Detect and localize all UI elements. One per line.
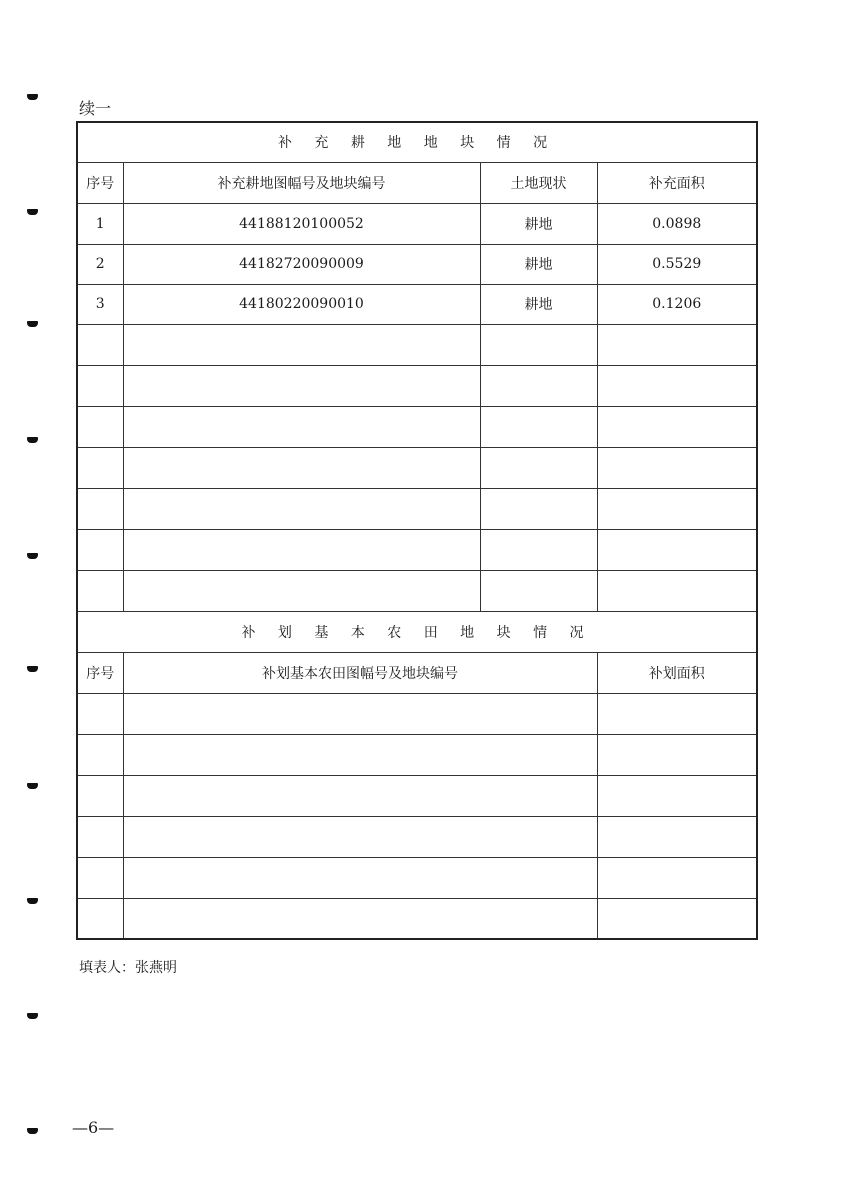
cell-parcel-id bbox=[123, 898, 597, 939]
table-row bbox=[77, 734, 757, 775]
table-row bbox=[77, 447, 757, 488]
cell-area bbox=[597, 734, 757, 775]
cell-parcel-id bbox=[123, 488, 480, 529]
header-land-status: 土地现状 bbox=[480, 162, 597, 203]
header-area: 补划面积 bbox=[597, 652, 757, 693]
cell-seq bbox=[77, 898, 123, 939]
cell-parcel-id: 44180220090010 bbox=[123, 284, 480, 324]
table-row bbox=[77, 324, 757, 365]
cell-seq bbox=[77, 775, 123, 816]
cell-seq bbox=[77, 693, 123, 734]
cell-parcel-id bbox=[123, 775, 597, 816]
cell-parcel-id bbox=[123, 365, 480, 406]
table-row bbox=[77, 284, 757, 324]
table-row bbox=[77, 488, 757, 529]
binder-hole-mark bbox=[27, 1128, 38, 1134]
cell-seq bbox=[77, 816, 123, 857]
binder-hole-mark bbox=[27, 666, 38, 672]
cell-area bbox=[597, 898, 757, 939]
cell-area bbox=[597, 775, 757, 816]
cell-land-status bbox=[480, 406, 597, 447]
cell-land-status bbox=[480, 365, 597, 406]
cell-parcel-id bbox=[123, 693, 597, 734]
cell-area bbox=[597, 693, 757, 734]
cell-area bbox=[597, 365, 757, 406]
table-row bbox=[77, 244, 757, 284]
cell-parcel-id bbox=[123, 857, 597, 898]
cell-parcel-id bbox=[123, 406, 480, 447]
cell-seq bbox=[77, 447, 123, 488]
header-parcel-id: 补划基本农田图幅号及地块编号 bbox=[123, 652, 597, 693]
cell-area bbox=[597, 324, 757, 365]
cell-land-status: 耕地 bbox=[480, 244, 597, 284]
cell-parcel-id bbox=[123, 734, 597, 775]
cell-parcel-id bbox=[123, 529, 480, 570]
cell-parcel-id bbox=[123, 570, 480, 611]
table-row bbox=[77, 898, 757, 939]
cell-parcel-id bbox=[123, 447, 480, 488]
cell-seq: 2 bbox=[77, 244, 123, 284]
cell-seq bbox=[77, 570, 123, 611]
cell-land-status: 耕地 bbox=[480, 203, 597, 244]
table-row bbox=[77, 857, 757, 898]
cell-area bbox=[597, 529, 757, 570]
cell-seq bbox=[77, 406, 123, 447]
cell-area bbox=[597, 406, 757, 447]
table-row bbox=[77, 365, 757, 406]
header-seq: 序号 bbox=[77, 652, 123, 693]
table-row bbox=[77, 570, 757, 611]
cell-area: 0.5529 bbox=[597, 244, 757, 284]
table-row bbox=[77, 816, 757, 857]
page-number: —6— bbox=[72, 1118, 115, 1137]
binder-hole-mark bbox=[27, 1013, 38, 1019]
table-row bbox=[77, 529, 757, 570]
table-row bbox=[77, 203, 757, 244]
parcel-table bbox=[76, 121, 758, 940]
cell-area bbox=[597, 447, 757, 488]
cell-area bbox=[597, 488, 757, 529]
basic-farmland-section-title-row bbox=[77, 611, 757, 652]
cell-parcel-id bbox=[123, 324, 480, 365]
cell-land-status bbox=[480, 529, 597, 570]
binder-hole-mark bbox=[27, 783, 38, 789]
table-row bbox=[77, 406, 757, 447]
header-area: 补充面积 bbox=[597, 162, 757, 203]
header-seq: 序号 bbox=[77, 162, 123, 203]
cell-land-status: 耕地 bbox=[480, 284, 597, 324]
cell-seq bbox=[77, 324, 123, 365]
binder-hole-mark bbox=[27, 209, 38, 215]
cell-seq bbox=[77, 488, 123, 529]
supplementary-section-title: 补 充 耕 地 地 块 情 况 bbox=[77, 122, 757, 162]
header-parcel-id: 补充耕地图幅号及地块编号 bbox=[123, 162, 480, 203]
cell-seq: 1 bbox=[77, 203, 123, 244]
continuation-caption: 续一 bbox=[79, 99, 112, 118]
cell-area: 0.0898 bbox=[597, 203, 757, 244]
cell-land-status bbox=[480, 570, 597, 611]
cell-area: 0.1206 bbox=[597, 284, 757, 324]
binder-hole-mark bbox=[27, 321, 38, 327]
form-filler-label: 填表人：张燕明 bbox=[79, 960, 177, 976]
cell-seq bbox=[77, 857, 123, 898]
cell-seq bbox=[77, 529, 123, 570]
supplementary-section-title-row bbox=[77, 122, 757, 162]
cell-parcel-id bbox=[123, 816, 597, 857]
supplementary-header-row bbox=[77, 162, 757, 203]
table-row bbox=[77, 693, 757, 734]
basic-farmland-section-title: 补 划 基 本 农 田 地 块 情 况 bbox=[77, 611, 757, 652]
cell-parcel-id: 44188120100052 bbox=[123, 203, 480, 244]
cell-land-status bbox=[480, 447, 597, 488]
binder-hole-mark bbox=[27, 437, 38, 443]
cell-area bbox=[597, 857, 757, 898]
cell-seq: 3 bbox=[77, 284, 123, 324]
binder-hole-mark bbox=[27, 898, 38, 904]
cell-seq bbox=[77, 365, 123, 406]
cell-land-status bbox=[480, 488, 597, 529]
binder-hole-mark bbox=[27, 553, 38, 559]
table-row bbox=[77, 775, 757, 816]
basic-farmland-header-row bbox=[77, 652, 757, 693]
cell-area bbox=[597, 570, 757, 611]
cell-seq bbox=[77, 734, 123, 775]
cell-land-status bbox=[480, 324, 597, 365]
cell-area bbox=[597, 816, 757, 857]
binder-hole-mark bbox=[27, 94, 38, 100]
cell-parcel-id: 44182720090009 bbox=[123, 244, 480, 284]
